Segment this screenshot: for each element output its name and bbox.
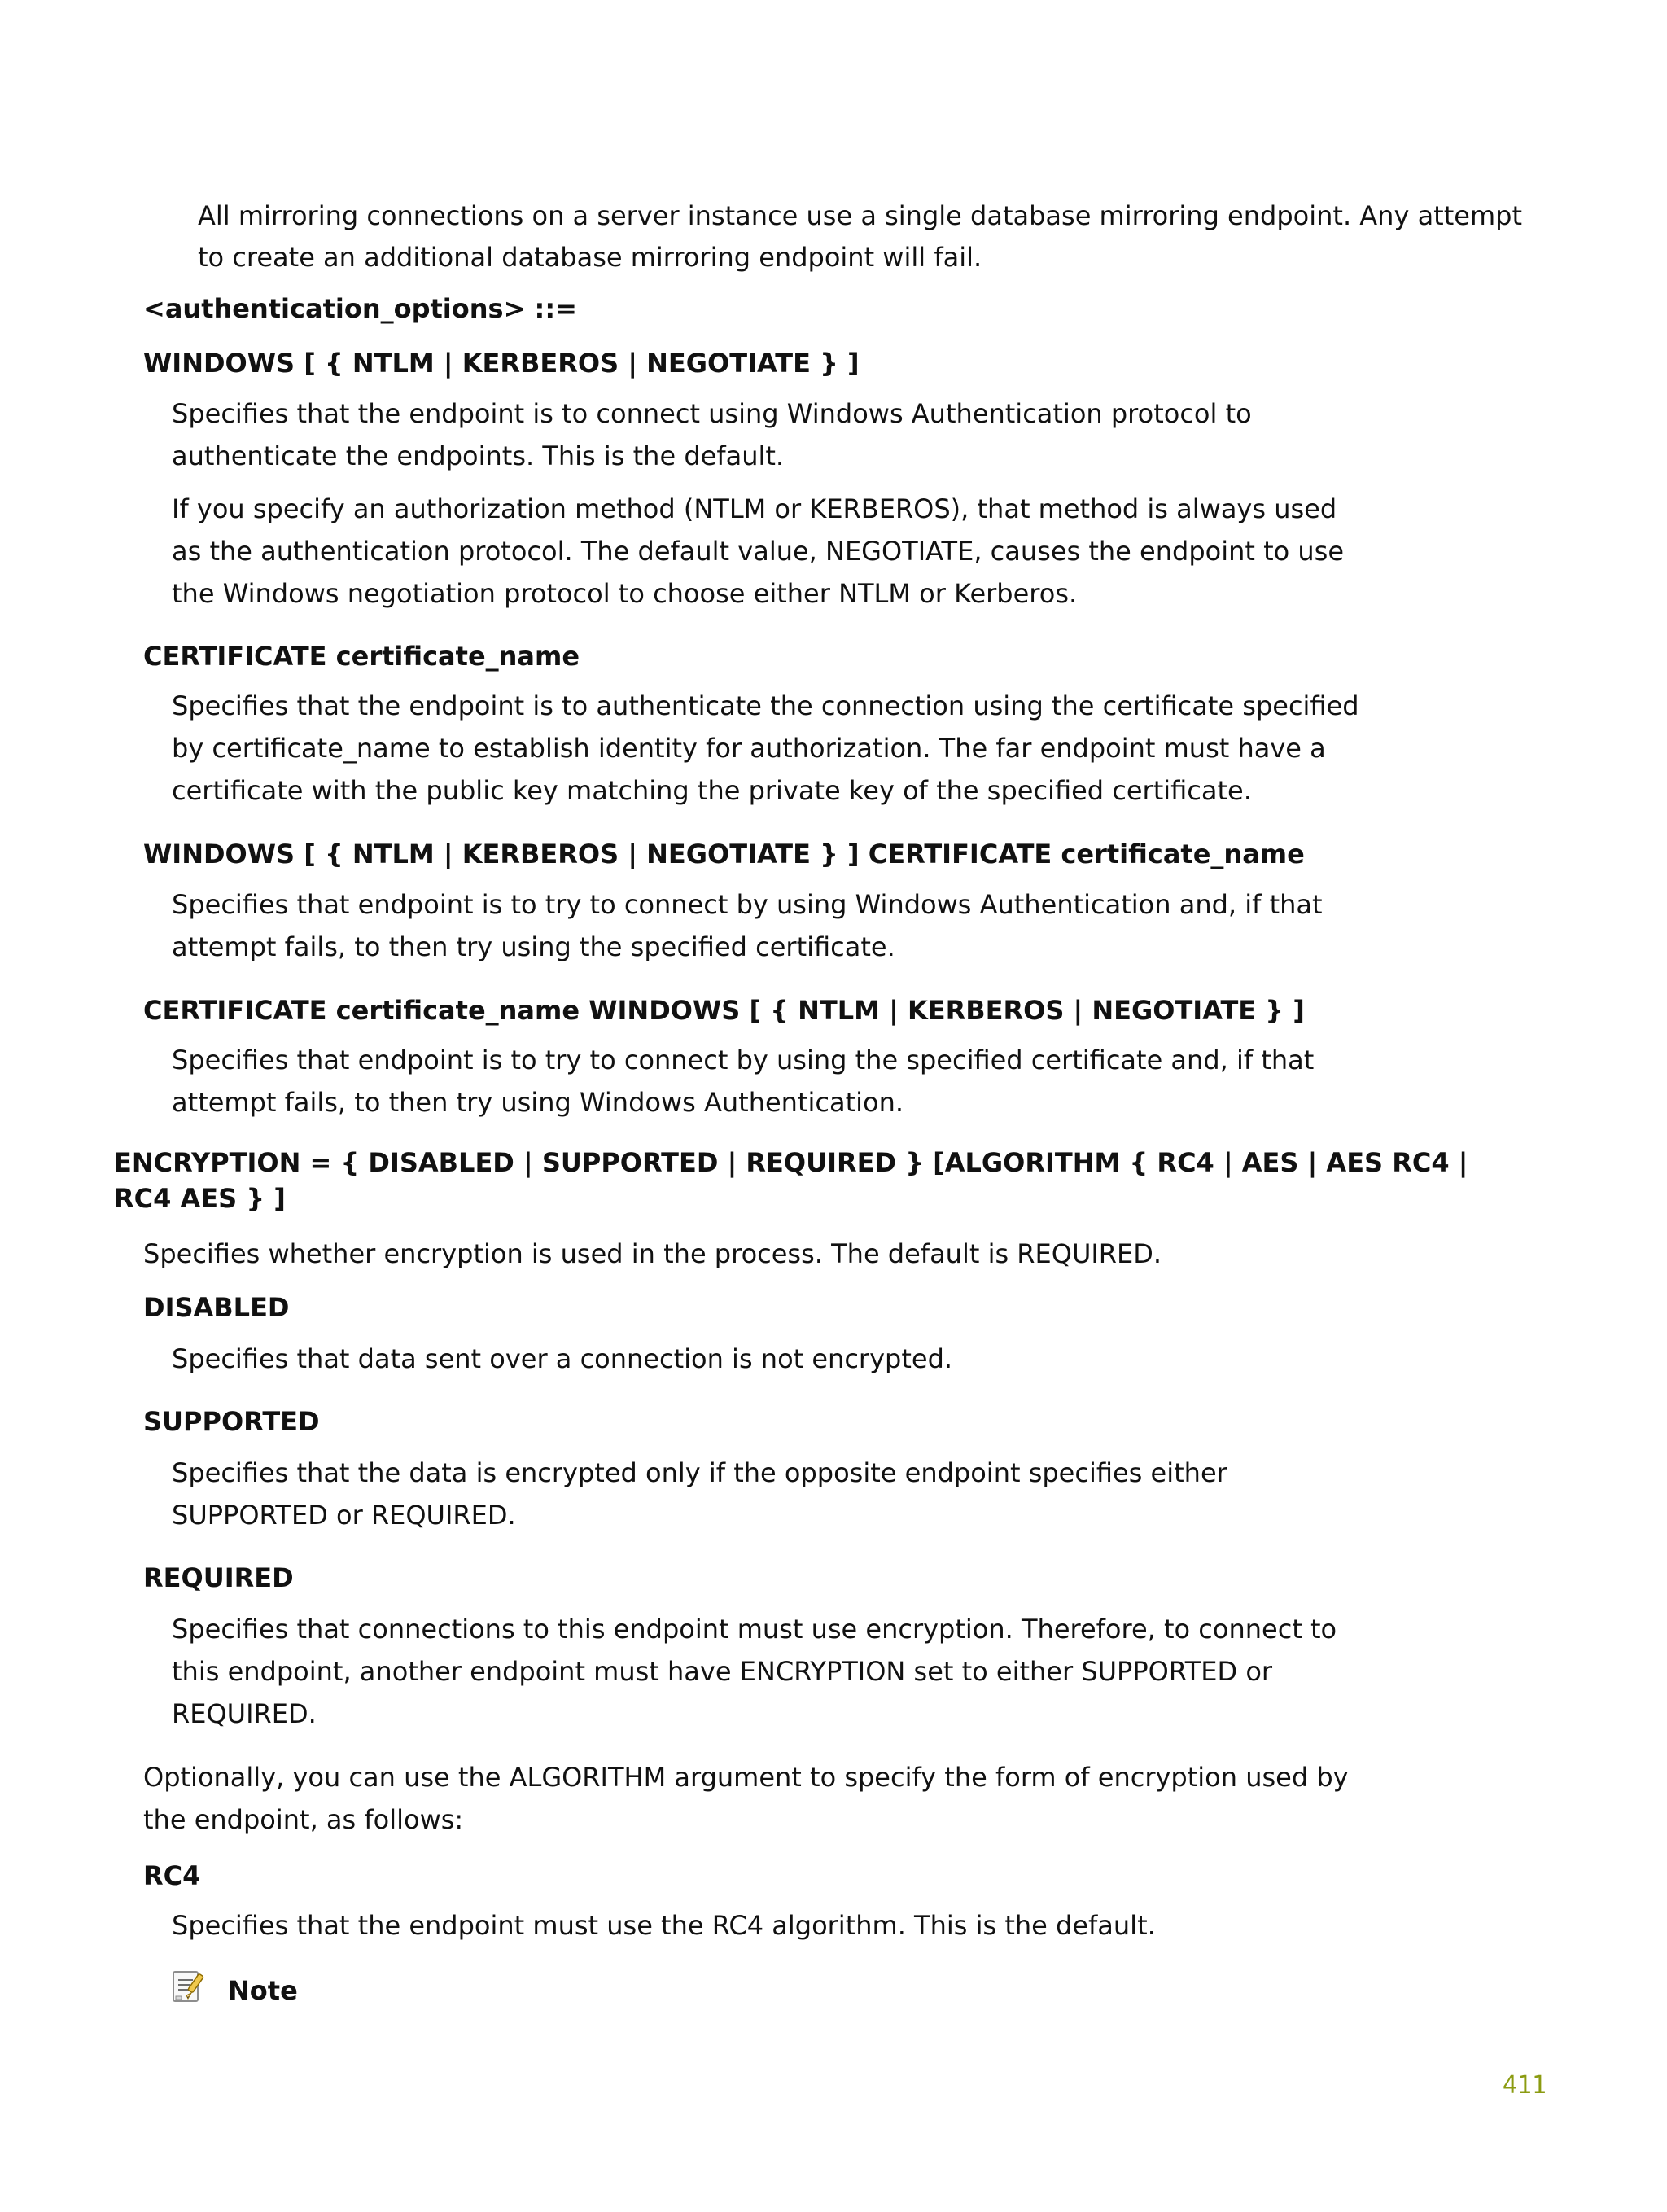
supported-desc-line-1: Specifies that the data is encrypted only if the opposite endpoint specifies either bbox=[172, 1457, 1227, 1488]
windows-certificate-heading: WINDOWS [ { NTLM | KERBEROS | NEGOTIATE } ] CERTIFICATE certificate_name bbox=[143, 839, 1305, 869]
disabled-desc: Specifies that data sent over a connection is not encrypted. bbox=[172, 1343, 953, 1374]
required-heading: REQUIRED bbox=[143, 1562, 294, 1593]
algorithm-desc-line-2: the endpoint, as follows: bbox=[143, 1804, 464, 1835]
rc4-heading: RC4 bbox=[143, 1860, 201, 1891]
windows-note-line-2: as the authentication protocol. The default value, NEGOTIATE, causes the endpoint to use bbox=[172, 536, 1345, 567]
windows-note-line-3: the Windows negotiation protocol to choose either NTLM or Kerberos. bbox=[172, 578, 1078, 609]
rc4-desc: Specifies that the endpoint must use the RC4 algorithm. This is the default. bbox=[172, 1910, 1156, 1941]
note-icon bbox=[169, 1968, 208, 2007]
windows-desc-line-1: Specifies that the endpoint is to connect using Windows Authentication protocol to bbox=[172, 398, 1252, 429]
windows-desc-line-2: authenticate the endpoints. This is the default. bbox=[172, 440, 785, 471]
algorithm-desc-line-1: Optionally, you can use the ALGORITHM argument to specify the form of encryption used by bbox=[143, 1762, 1349, 1793]
supported-heading: SUPPORTED bbox=[143, 1406, 320, 1437]
required-desc-line-2: this endpoint, another endpoint must have ENCRYPTION set to either SUPPORTED or bbox=[172, 1656, 1273, 1687]
certificate-windows-desc-line-2: attempt fails, to then try using Windows Authentication. bbox=[172, 1087, 904, 1118]
required-desc-line-1: Specifies that connections to this endpoint must use encryption. Therefore, to connect to bbox=[172, 1614, 1337, 1645]
supported-desc-line-2: SUPPORTED or REQUIRED. bbox=[172, 1500, 516, 1531]
page-number: 411 bbox=[1502, 2071, 1547, 2100]
intro-line-1: All mirroring connections on a server instance use a single database mirroring endpoint. Any attempt bbox=[198, 200, 1522, 231]
encryption-heading-line-2: RC4 AES } ] bbox=[114, 1183, 286, 1214]
encryption-heading-line-1: ENCRYPTION = { DISABLED | SUPPORTED | REQUIRED } [ALGORITHM { RC4 | AES | AES RC4 | bbox=[114, 1147, 1468, 1178]
required-desc-line-3: REQUIRED. bbox=[172, 1698, 317, 1729]
certificate-desc-line-2: by certificate_name to establish identity for authorization. The far endpoint must have a bbox=[172, 733, 1326, 764]
intro-line-2: to create an additional database mirroring endpoint will fail. bbox=[198, 242, 982, 273]
disabled-heading: DISABLED bbox=[143, 1292, 290, 1323]
note-label: Note bbox=[228, 1975, 298, 2006]
windows-heading: WINDOWS [ { NTLM | KERBEROS | NEGOTIATE } ] bbox=[143, 348, 860, 379]
certificate-windows-desc-line-1: Specifies that endpoint is to try to connect by using the specified certificate and, if that bbox=[172, 1045, 1315, 1075]
encryption-desc: Specifies whether encryption is used in the process. The default is REQUIRED. bbox=[143, 1238, 1162, 1269]
certificate-desc-line-3: certificate with the public key matching the private key of the specified certificate. bbox=[172, 775, 1252, 806]
auth-options-heading: <authentication_options> ::= bbox=[143, 293, 577, 324]
certificate-windows-heading: CERTIFICATE certificate_name WINDOWS [ { NTLM | KERBEROS | NEGOTIATE } ] bbox=[143, 995, 1305, 1026]
windows-certificate-desc-line-2: attempt fails, to then try using the specified certificate. bbox=[172, 931, 895, 962]
certificate-desc-line-1: Specifies that the endpoint is to authenticate the connection using the certificate specified bbox=[172, 690, 1359, 721]
windows-certificate-desc-line-1: Specifies that endpoint is to try to connect by using Windows Authentication and, if that bbox=[172, 889, 1323, 920]
certificate-heading: CERTIFICATE certificate_name bbox=[143, 641, 580, 672]
windows-note-line-1: If you specify an authorization method (NTLM or KERBEROS), that method is always used bbox=[172, 493, 1337, 524]
